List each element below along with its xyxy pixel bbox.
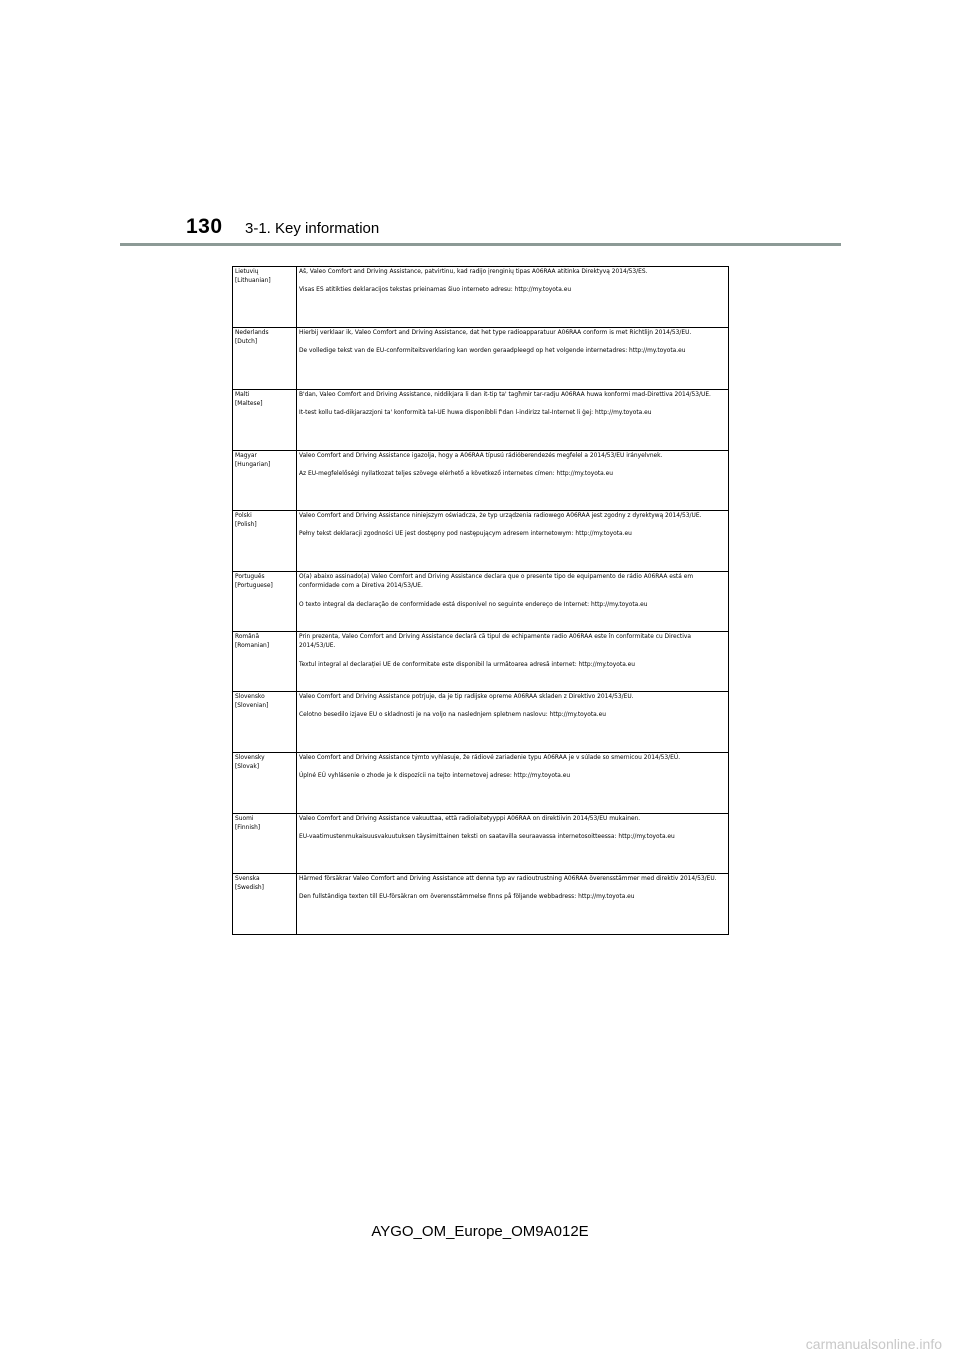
declaration-cell xyxy=(297,814,729,874)
table-row xyxy=(233,511,729,572)
declaration-cell xyxy=(297,390,729,451)
full-text-address: EU-vaatimustenmukaisuusvakuutuksen täysimittainen teksti on saatavilla seuraavassa internetosoitteessa: http://my.toyota.eu xyxy=(299,834,675,841)
language-name: Suomi xyxy=(235,816,254,822)
declaration-cell xyxy=(297,874,729,935)
declaration-text: Valeo Comfort and Driving Assistance potrjuje, da je tip radijske opreme A06RAA skladen z Direktivo 2014/53/EU. xyxy=(299,694,634,700)
declaration-cell xyxy=(297,692,729,753)
declaration-text: Valeo Comfort and Driving Assistance vakuuttaa, että radiolaitetyyppi A06RAA on direktiivin 2014/53/EU mukainen. xyxy=(299,816,641,822)
language-name: Lietuvių xyxy=(235,269,259,275)
header-divider xyxy=(120,243,841,246)
declaration-cell xyxy=(297,328,729,390)
language-english: [Slovenian] xyxy=(235,703,269,710)
full-text-address: De volledige tekst van de EU-conformiteitsverklaring kan worden geraadpleegd op het volgende internetadres: http://my.toyota.eu xyxy=(299,348,686,355)
language-english: [Polish] xyxy=(235,522,257,529)
declaration-cell xyxy=(297,572,729,632)
full-text-address: Pełny tekst deklaracji zgodności UE jest dostępny pod następującym adresem internetowym: http://my.toyota.eu xyxy=(299,531,632,538)
language-name: Polski xyxy=(235,513,252,519)
declaration-cell xyxy=(297,753,729,814)
table-row xyxy=(233,572,729,632)
declaration-text: Valeo Comfort and Driving Assistance niniejszym oświadcza, że typ urządzenia radiowego A06RAA jest zgodny z dyrektywą 2014/53/UE. xyxy=(299,513,702,519)
declaration-cell xyxy=(297,511,729,572)
language-name: Slovensko xyxy=(235,694,265,700)
declaration-table xyxy=(232,266,729,935)
language-name: Svenska xyxy=(235,876,260,882)
section-title: 3-1. Key information xyxy=(245,220,380,237)
language-name: Română xyxy=(235,634,260,640)
language-english: [Hungarian] xyxy=(235,462,271,469)
language-cell xyxy=(233,511,297,572)
table-row xyxy=(233,753,729,814)
declaration-text: Valeo Comfort and Driving Assistance týmto vyhlasuje, že rádiové zariadenie typu A06RAA je v súlade so smernicou 2014/53/EÚ. xyxy=(299,755,681,761)
language-cell xyxy=(233,390,297,451)
language-name: Nederlands xyxy=(235,330,269,336)
language-english: [Maltese] xyxy=(235,401,263,408)
full-text-address: Den fullständiga texten till EU-försäkran om överensstämmelse finns på följande webbadress: http://my.toyota.eu xyxy=(299,894,635,901)
language-english: [Portuguese] xyxy=(235,583,273,590)
language-cell xyxy=(233,753,297,814)
declaration-cell xyxy=(297,632,729,692)
declaration-text: Hierbij verklaar ik, Valeo Comfort and Driving Assistance, dat het type radioapparatuur A06RAA conform is met Richtlijn 2014/53/EU. xyxy=(299,330,692,336)
table-row xyxy=(233,451,729,511)
language-cell xyxy=(233,451,297,511)
watermark: carmanualsonline.info xyxy=(805,1336,942,1352)
declaration-text: Härmed försäkrar Valeo Comfort and Driving Assistance att denna typ av radioutrustning A06RAA överensstämmer med direktiv 2014/53/EU. xyxy=(299,876,717,882)
language-english: [Romanian] xyxy=(235,643,270,650)
table-row xyxy=(233,267,729,328)
language-english: [Slovak] xyxy=(235,764,260,771)
language-cell xyxy=(233,874,297,935)
language-name: Malti xyxy=(235,392,250,398)
declaration-cell xyxy=(297,267,729,328)
full-text-address: Visas ES atitikties deklaracijos tekstas prieinamas šiuo interneto adresu: http://my.toyota.eu xyxy=(299,287,572,294)
full-text-address: It-test kollu tad-dikjarazzjoni ta' konformità tal-UE huwa disponibbli f'dan l-indirizz tal-Internet li ġej: http://my.toyota.eu xyxy=(299,410,652,417)
full-text-address: Celotno besedilo izjave EU o skladnosti je na voljo na naslednjem spletnem naslovu: http://my.toyota.eu xyxy=(299,712,607,719)
full-text-address: Az EU-megfelelőségi nyilatkozat teljes szövege elérhető a következő internetes címen: http://my.toyota.eu xyxy=(299,471,613,478)
language-name: Magyar xyxy=(235,453,257,459)
table-row xyxy=(233,390,729,451)
language-cell xyxy=(233,692,297,753)
declaration-text: B'dan, Valeo Comfort and Driving Assistance, niddikjara li dan it-tip ta' tagħmir tar-radju A06RAA huwa konformi mad-Direttiva 2014/53/UE. xyxy=(299,392,711,398)
language-english: [Swedish] xyxy=(235,885,264,892)
language-name: Português xyxy=(235,574,265,580)
table-row xyxy=(233,874,729,935)
declaration-text: Aš, Valeo Comfort and Driving Assistance, patvirtinu, kad radijo įrenginių tipas A06RAA atitinka Direktyvą 2014/53/ES. xyxy=(299,269,648,275)
declaration-text: Valeo Comfort and Driving Assistance igazolja, hogy a A06RAA típusú rádióberendezés megfelel a 2014/53/EU irányelvnek. xyxy=(299,453,663,459)
table-row xyxy=(233,814,729,874)
declaration-text: O(a) abaixo assinado(a) Valeo Comfort and Driving Assistance declara que o presente tipo de equipamento de rádio A06RAA está em conformidade com a Diretiva 2014/53/UE. xyxy=(299,574,694,590)
language-english: [Lithuanian] xyxy=(235,278,271,285)
language-english: [Dutch] xyxy=(235,339,258,346)
page-number: 130 xyxy=(186,215,223,238)
full-text-address: Úplné EÚ vyhlásenie o zhode je k dispozícii na tejto internetovej adrese: http://my.toyota.eu xyxy=(299,773,571,780)
language-cell xyxy=(233,814,297,874)
language-name: Slovensky xyxy=(235,755,265,761)
language-english: [Finnish] xyxy=(235,825,261,832)
declaration-text: Prin prezenta, Valeo Comfort and Driving Assistance declară că tipul de echipamente radio A06RAA este în conformitate cu Directiva 2014/53/UE. xyxy=(299,634,691,650)
document-id: AYGO_OM_Europe_OM9A012E xyxy=(371,1223,589,1240)
language-cell xyxy=(233,328,297,390)
table-row xyxy=(233,632,729,692)
declaration-cell xyxy=(297,451,729,511)
language-cell xyxy=(233,267,297,328)
table-row xyxy=(233,328,729,390)
full-text-address: O texto integral da declaração de conformidade está disponível no seguinte endereço de Internet: http://my.toyota.eu xyxy=(299,601,648,608)
language-cell xyxy=(233,572,297,632)
full-text-address: Textul integral al declarației UE de conformitate este disponibil la următoarea adresă internet: http://my.toyota.eu xyxy=(299,661,636,668)
language-cell xyxy=(233,632,297,692)
table-row xyxy=(233,692,729,753)
